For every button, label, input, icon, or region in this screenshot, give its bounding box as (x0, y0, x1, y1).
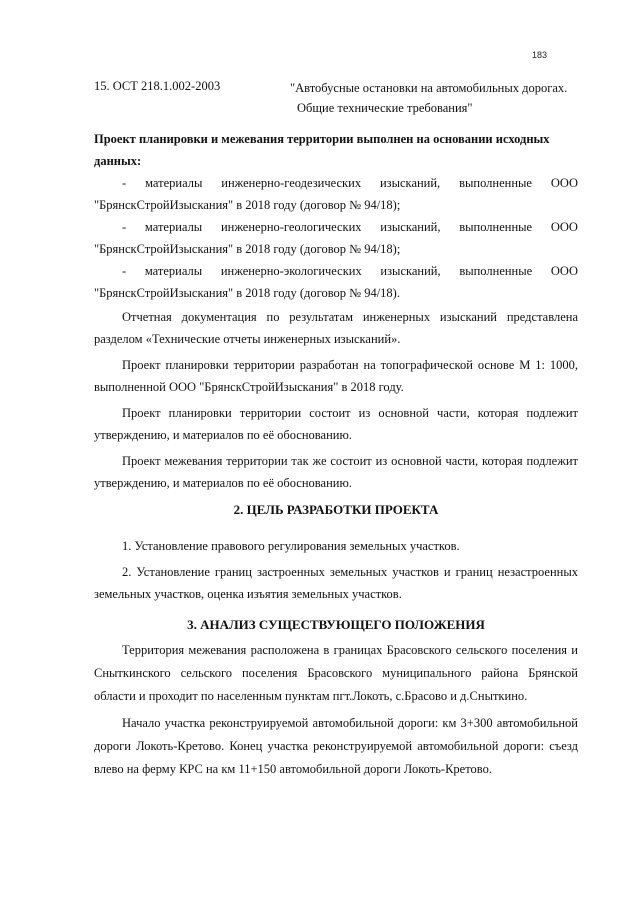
word: изысканий, (380, 264, 441, 278)
word: - (122, 220, 127, 234)
standard-number: 15. ОСТ 218.1.002-2003 (94, 79, 221, 93)
section-2-heading: 2. ЦЕЛЬ РАЗРАБОТКИ ПРОЕКТА (233, 502, 439, 517)
source-item-1 (94, 172, 578, 194)
word: инженерно-геологических (220, 220, 362, 234)
word: ООО (550, 264, 578, 278)
word: инженерно-геодезических (221, 176, 362, 190)
standard-title (290, 78, 567, 118)
word: изысканий, (380, 220, 441, 234)
standard-title-line2: Общие технические требования" (297, 101, 473, 115)
word: выполненные (459, 176, 532, 190)
word: инженерно-экологических (220, 264, 362, 278)
source-item-2 (94, 216, 578, 238)
word: материалы (145, 176, 203, 190)
paragraph: Проект планировки территории состоит из основной части, которая подлежит утверждению, и материалов по её обоснованию. (94, 406, 578, 442)
word: ООО (550, 220, 578, 234)
section-2-body (94, 535, 578, 605)
source-item-1-cont: "БрянскСтройИзыскания" в 2018 году (договор № 94/18); (94, 198, 401, 212)
word: материалы (144, 220, 203, 234)
word: выполненные (459, 264, 533, 278)
paragraph: Отчетная документация по результатам инженерных изысканий представлена разделом «Технические отчеты инженерных изысканий». (94, 310, 578, 346)
page-number: 183 (532, 50, 548, 60)
source-item-3-cont: "БрянскСтройИзыскания" в 2018 году (договор № 94/18). (94, 286, 400, 300)
word: ООО (550, 176, 578, 190)
source-item-2-cont: "БрянскСтройИзыскания" в 2018 году (договор № 94/18); (94, 242, 401, 256)
section-3-heading: 3. АНАЛИЗ СУЩЕСТВУЮЩЕГО ПОЛОЖЕНИЯ (187, 617, 485, 632)
paragraph: Проект планировки территории разработан на топографической основе М 1: 1000, выполненной ООО "БрянскСтройИзыскания" в 2018 году. (94, 358, 578, 394)
word: выполненные (459, 220, 533, 234)
section-3-body (94, 639, 578, 781)
standard-title-line1: "Автобусные остановки на автомобильных дорогах. (290, 81, 568, 95)
goal-item-2: 2. Установление границ застроенных земельных участков и границ незастроенных земельных участков, оценка изъятия земельных участков. (94, 565, 578, 601)
paragraph: Территория межевания расположена в границах Брасовского сельского поселения и Сныткинского сельского поселения Брасовского муниципального района Брянской области и проходит по населенным пунктам пгт.Локоть, с.Брасово и д.Сныткино. (94, 643, 578, 703)
word: - (122, 176, 127, 190)
source-data-section (94, 128, 578, 494)
paragraph: Начало участка реконструируемой автомобильной дороги: км 3+300 автомобильной дороги Локоть-Кретово. Конец участка реконструируемой автомобильной дороги: съезд влево на ферму КРС на км 11+150 автомобильной дороги Локоть-Кретово. (94, 716, 578, 776)
source-item-3 (94, 260, 578, 282)
paragraph: Проект межевания территории так же состоит из основной части, которая подлежит утверждению, и материалов по её обоснованию. (94, 454, 578, 490)
goal-item-1: 1. Установление правового регулирования земельных участков. (122, 539, 460, 553)
word: изысканий, (379, 176, 441, 190)
source-data-heading-line2: данных: (94, 154, 142, 168)
word: - (122, 264, 127, 278)
source-data-heading-line1: Проект планировки и межевания территории выполнен на основании исходных (94, 132, 550, 146)
word: материалы (144, 264, 203, 278)
